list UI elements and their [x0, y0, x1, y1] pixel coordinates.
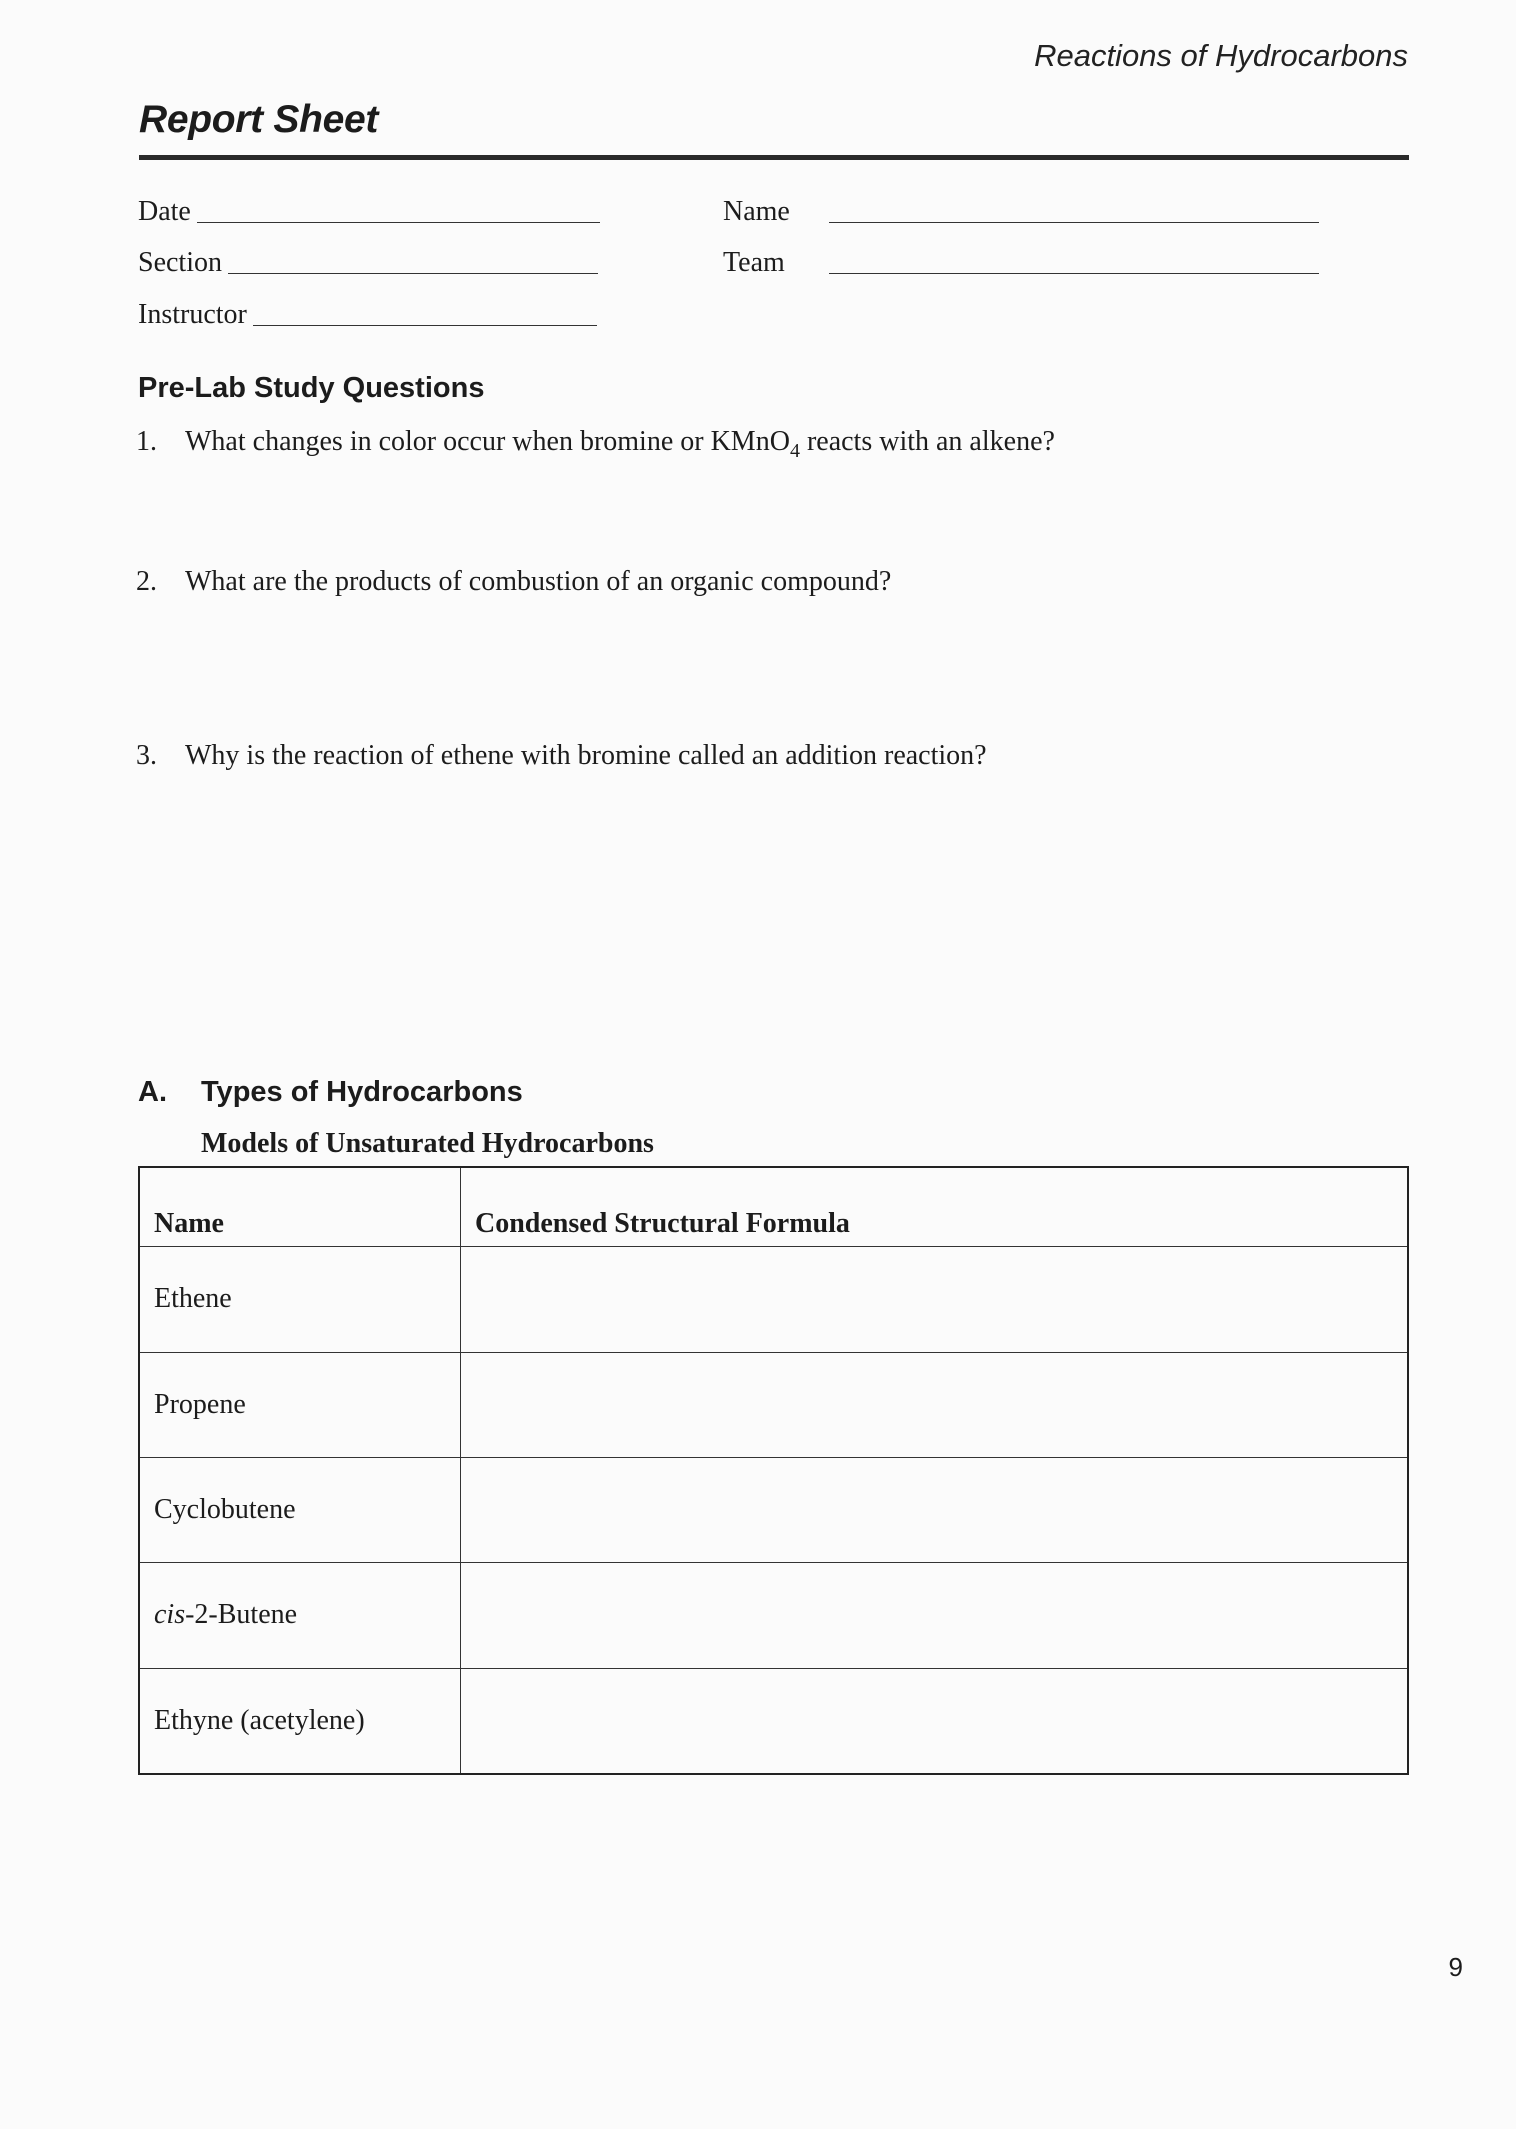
section-title: Types of Hydrocarbons — [201, 1076, 523, 1108]
formula-cell[interactable] — [461, 1247, 1409, 1352]
page-title: Report Sheet — [139, 98, 379, 141]
question-2 — [136, 566, 891, 598]
row-name: Propene — [139, 1352, 461, 1457]
date-line[interactable] — [197, 222, 600, 223]
column-header-formula: Condensed Structural Formula — [461, 1167, 1409, 1247]
question-subscript: 4 — [789, 440, 800, 462]
table-header-row — [139, 1167, 1408, 1247]
name-label: Name — [723, 196, 790, 227]
row-name: Ethyne (acetylene) — [139, 1668, 461, 1774]
table-row — [139, 1668, 1408, 1774]
question-number: 1. — [136, 426, 157, 457]
formula-cell[interactable] — [461, 1668, 1409, 1774]
formula-cell[interactable] — [461, 1563, 1409, 1668]
team-label: Team — [723, 247, 785, 278]
hydrocarbon-table — [138, 1166, 1409, 1775]
row-name — [139, 1563, 461, 1668]
table-row — [139, 1457, 1408, 1562]
question-number: 2. — [136, 566, 157, 597]
page-number: 9 — [1448, 1952, 1463, 1982]
prelab-heading: Pre-Lab Study Questions — [138, 372, 485, 404]
section-a-heading — [138, 1076, 523, 1109]
section-label: Section — [138, 247, 222, 278]
name-line[interactable] — [829, 222, 1319, 223]
date-label: Date — [138, 196, 191, 227]
section-field[interactable] — [138, 247, 598, 279]
team-line[interactable] — [829, 273, 1319, 274]
running-head: Reactions of Hydrocarbons — [1034, 38, 1408, 73]
question-text: What changes in color occur when bromine or KMnO — [185, 426, 790, 457]
date-field[interactable] — [138, 196, 600, 228]
row-name: Cyclobutene — [139, 1457, 461, 1562]
row-name: Ethene — [139, 1247, 461, 1352]
column-header-name: Name — [139, 1167, 461, 1247]
row-name-rest: -2-Butene — [185, 1599, 298, 1631]
title-rule — [139, 155, 1409, 160]
name-field[interactable] — [723, 196, 1319, 228]
team-field[interactable] — [723, 247, 1319, 279]
question-1 — [136, 426, 1055, 462]
row-name-italic: cis — [154, 1599, 186, 1631]
question-number: 3. — [136, 740, 157, 771]
question-text: Why is the reaction of ethene with bromine called an addition reaction? — [185, 740, 987, 771]
formula-cell[interactable] — [461, 1352, 1409, 1457]
question-text-end: reacts with an alkene? — [799, 426, 1055, 457]
section-letter: A. — [138, 1076, 167, 1108]
question-text: What are the products of combustion of an organic compound? — [185, 566, 892, 597]
formula-cell[interactable] — [461, 1457, 1409, 1562]
table-caption: Models of Unsaturated Hydrocarbons — [201, 1128, 654, 1159]
instructor-line[interactable] — [253, 325, 597, 326]
question-3 — [136, 740, 987, 772]
table-row — [139, 1563, 1408, 1668]
instructor-label: Instructor — [138, 299, 247, 330]
instructor-field[interactable] — [138, 299, 597, 331]
section-line[interactable] — [228, 273, 598, 274]
table-row — [139, 1247, 1408, 1352]
table-row — [139, 1352, 1408, 1457]
